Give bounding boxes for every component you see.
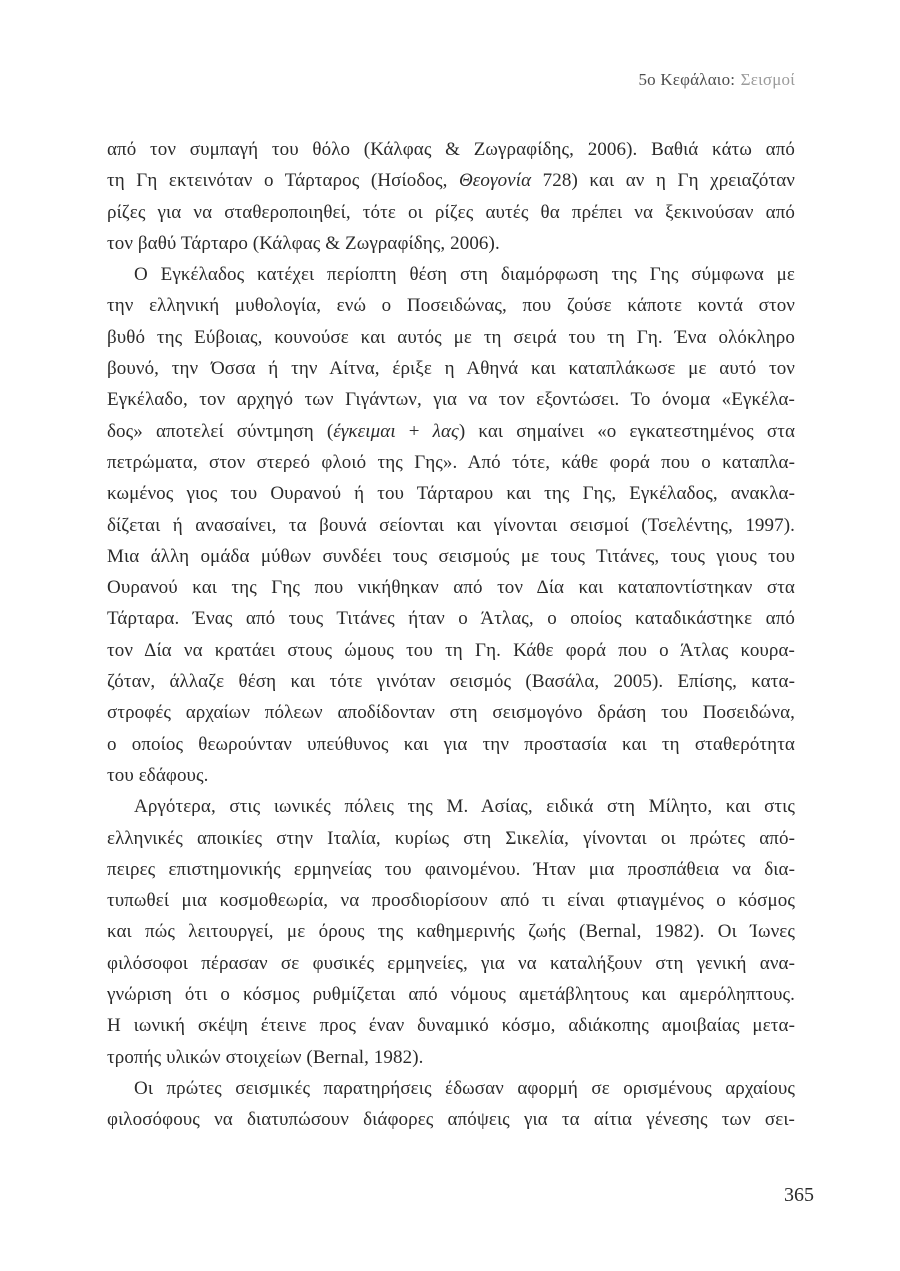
page-body <box>107 134 795 1136</box>
paragraph <box>107 134 795 259</box>
text-segment: τον βαθύ Τάρταρο (Κάλφας & Ζωγραφίδης, 2006). <box>107 232 500 254</box>
text-line <box>107 979 795 1010</box>
text-line <box>107 948 795 979</box>
text-segment: ελληνικές αποικίες στην Ιταλία, κυρίως στη Σικελία, γίνονται οι πρώτες από- <box>107 827 795 849</box>
text-line <box>107 384 795 415</box>
text-segment: κωμένος γιος του Ουρανού ή του Τάρταρου και της Γης, Εγκέλαδος, ανακλα- <box>107 483 795 505</box>
text-line <box>107 416 795 447</box>
text-segment: τον Δία να κρατάει στους ώμους του τη Γη. Κάθε φορά που ο Άτλας κουρα- <box>107 639 795 661</box>
chapter-label: 5ο Κεφάλαιο: <box>638 70 736 89</box>
text-line <box>107 228 795 259</box>
text-line <box>107 1104 795 1135</box>
text-line <box>107 510 795 541</box>
text-segment: Η ιωνική σκέψη έτεινε προς έναν δυναμικό κόσμο, αδιάκοπης αμοιβαίας μετα- <box>107 1015 795 1037</box>
running-header <box>638 70 795 90</box>
text-segment: πετρώματα, στον στερεό φλοιό της Γης». Από τότε, κάθε φορά που ο καταπλα- <box>107 451 795 473</box>
text-segment: 728) και αν η Γη χρειαζόταν <box>531 170 795 192</box>
paragraph <box>107 1073 795 1136</box>
text-segment: ρίζες για να σταθεροποιηθεί, τότε οι ρίζες αυτές θα πρέπει να ξεκινούσαν από <box>107 201 795 223</box>
text-line <box>107 290 795 321</box>
text-segment: φιλόσοφοι πέρασαν σε φυσικές ερμηνείες, για να καταλήξουν στη γενική ανα- <box>107 952 795 974</box>
paragraph <box>107 259 795 791</box>
text-segment: τη Γη εκτεινόταν ο Τάρταρος (Ησίοδος, <box>107 170 459 192</box>
text-line <box>107 447 795 478</box>
text-line <box>107 134 795 165</box>
text-line <box>107 666 795 697</box>
italic-text: έγκειμαι <box>333 420 396 442</box>
text-segment: Ο Εγκέλαδος κατέχει περίοπτη θέση στη διαμόρφωση της Γης σύμφωνα με <box>134 264 795 286</box>
text-line <box>107 635 795 666</box>
chapter-title: Σεισμοί <box>740 70 795 89</box>
text-segment: ο οποίος θεωρούνταν υπεύθυνος και για την προστασία και τη σταθερότητα <box>107 733 795 755</box>
text-segment: Αργότερα, στις ιωνικές πόλεις της Μ. Ασίας, ειδικά στη Μίλητο, και στις <box>134 796 795 818</box>
text-segment: δος» αποτελεί σύντμηση ( <box>107 420 334 442</box>
text-line <box>107 697 795 728</box>
text-line <box>107 603 795 634</box>
text-segment: βυθό της Εύβοιας, κουνούσε και αυτός με τη σειρά του τη Γη. Ένα ολόκληρο <box>107 326 795 348</box>
paragraph <box>107 791 795 1073</box>
page-number: 365 <box>784 1184 814 1206</box>
text-segment: Τάρταρα. Ένας από τους Τιτάνες ήταν ο Άτλας, ο οποίος καταδικάστηκε από <box>107 608 795 630</box>
text-line <box>107 791 795 822</box>
text-line <box>107 353 795 384</box>
text-line <box>107 572 795 603</box>
text-segment: δίζεται ή ανασαίνει, τα βουνά σείονται και γίνονται σεισμοί (Τσελέντης, 1997). <box>107 514 795 536</box>
text-segment: την ελληνική μυθολογία, ενώ ο Ποσειδώνας, που ζούσε κάποτε κοντά στον <box>107 295 795 317</box>
text-line <box>107 729 795 760</box>
text-line <box>107 1073 795 1104</box>
text-line <box>107 916 795 947</box>
text-segment: στροφές αρχαίων πόλεων αποδίδονταν στη σεισμογόνο δράση του Ποσειδώνα, <box>107 702 795 724</box>
text-segment: και πώς λειτουργεί, με όρους της καθημερινής ζωής (Bernal, 1982). Οι Ίωνες <box>107 921 795 943</box>
text-line <box>107 1010 795 1041</box>
text-segment: + <box>395 420 433 442</box>
text-line <box>107 823 795 854</box>
text-segment: γνώριση ότι ο κόσμος ρυθμίζεται από νόμους αμετάβλητους και αμερόληπτους. <box>107 984 795 1006</box>
text-segment: Μια άλλη ομάδα μύθων συνδέει τους σεισμούς με τους Τιτάνες, τους γιους του <box>107 545 795 567</box>
italic-text: λας <box>432 420 459 442</box>
text-line <box>107 259 795 290</box>
text-line <box>107 165 795 196</box>
text-segment: Ουρανού και της Γης που νικήθηκαν από τον Δία και καταποντίστηκαν στα <box>107 577 795 599</box>
text-line <box>107 1042 795 1073</box>
text-segment: από τον συμπαγή του θόλο (Κάλφας & Ζωγραφίδης, 2006). Βαθιά κάτω από <box>107 139 795 160</box>
text-line <box>107 322 795 353</box>
text-line <box>107 478 795 509</box>
text-segment: ζόταν, άλλαζε θέση και τότε γινόταν σεισμός (Βασάλα, 2005). Επίσης, κατα- <box>107 671 795 693</box>
text-segment: πειρες επιστημονικής ερμηνείας του φαινομένου. Ήταν μια προσπάθεια να δια- <box>107 858 795 880</box>
text-segment: τυπωθεί μια κοσμοθεωρία, να προσδιορίσουν από τι είναι φτιαγμένος ο κόσμος <box>107 890 795 912</box>
text-line <box>107 854 795 885</box>
text-segment: τροπής υλικών στοιχείων (Bernal, 1982). <box>107 1046 424 1068</box>
text-segment: φιλοσόφους να διατυπώσουν διάφορες απόψεις για τα αίτια γένεσης των σει- <box>107 1109 795 1131</box>
text-segment: ) και σημαίνει «ο εγκατεστημένος στα <box>458 420 795 442</box>
italic-text: Θεογονία <box>458 170 532 192</box>
text-line <box>107 760 795 791</box>
text-line <box>107 541 795 572</box>
text-segment: Οι πρώτες σεισμικές παρατηρήσεις έδωσαν αφορμή σε ορισμένους αρχαίους <box>134 1077 795 1099</box>
text-segment: βουνό, την Όσσα ή την Αίτνα, έριξε η Αθηνά και καταπλάκωσε με αυτό τον <box>107 358 795 380</box>
text-segment: Εγκέλαδο, τον αρχηγό των Γιγάντων, για να τον εξοντώσει. Το όνομα «Εγκέλα- <box>107 389 795 411</box>
text-segment: του εδάφους. <box>107 764 209 786</box>
text-line <box>107 197 795 228</box>
text-line <box>107 885 795 916</box>
